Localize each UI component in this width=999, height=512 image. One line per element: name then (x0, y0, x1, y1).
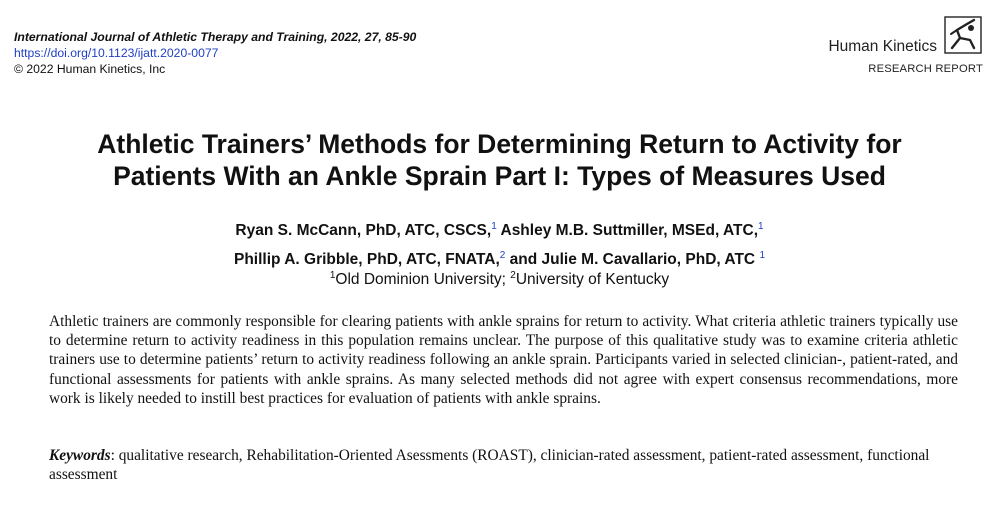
affil-marker-2: 2 (510, 270, 516, 281)
title-line-1: Athletic Trainers’ Methods for Determining Return to Activity for (97, 129, 902, 159)
author-cavallario: and Julie M. Cavallario, PhD, ATC (505, 251, 760, 268)
title-line-2: Patients With an Ankle Sprain Part I: Types of Measures Used (113, 161, 886, 191)
keywords-label: Keywords (49, 447, 111, 464)
affil-old-dominion: Old Dominion University; (335, 271, 511, 288)
human-kinetics-logo-icon (943, 14, 983, 56)
author-cavallario-affil[interactable]: 1 (759, 250, 765, 261)
author-gribble: Phillip A. Gribble, PhD, ATC, FNATA, (234, 251, 500, 268)
abstract: Athletic trainers are commonly responsible for clearing patients with ankle sprains for return to activity. What criteria athletic trainers typically use to determine return to activity readiness in this population remains unclear. The purpose of this qualitative study was to examine criteria athletic trainers use to determine patients’ return to activity readiness following an ankle sprain. Participants varied in selected clinician-, patient-rated, and functional assessments for patients with ankle sprains. As many selected methods did not agree with expert consensus recommendations, more work is likely needed to instill best practices for evaluation of patients with ankle sprains. (49, 313, 958, 407)
affil-kentucky: University of Kentucky (515, 271, 670, 288)
publisher-name: Human Kinetics (828, 38, 937, 55)
affil-marker-1: 1 (329, 270, 336, 281)
volume-info: 2022, 27, 85-90 (330, 30, 417, 44)
author-mccann: Ryan S. McCann, PhD, ATC, CSCS, (235, 222, 492, 239)
journal-citation (14, 29, 416, 45)
author-list (0, 214, 999, 272)
publisher-block (723, 14, 983, 78)
author-suttmiller: Ashley M.B. Suttmiller, MSEd, ATC, (496, 222, 759, 239)
affiliations (0, 266, 999, 290)
doi-link[interactable]: https://doi.org/10.1123/ijatt.2020-0077 (14, 46, 219, 60)
author-suttmiller-affil[interactable]: 1 (758, 221, 764, 232)
keywords-colon: : (110, 447, 119, 464)
author-gribble-affil[interactable]: 2 (499, 250, 506, 261)
author-mccann-affil[interactable]: 1 (491, 221, 497, 232)
keywords (49, 446, 958, 484)
journal-name: International Journal of Athletic Therapy and Training, (14, 30, 328, 44)
article-type: RESEARCH REPORT (868, 63, 983, 75)
article-title (0, 128, 999, 192)
copyright: © 2022 Human Kinetics, Inc (14, 62, 166, 76)
citation-block (14, 29, 416, 77)
keywords-text: qualitative research, Rehabilitation-Oriented Asessments (ROAST), clinician-rated assessment, patient-rated assessment, functional assessment (49, 447, 930, 484)
